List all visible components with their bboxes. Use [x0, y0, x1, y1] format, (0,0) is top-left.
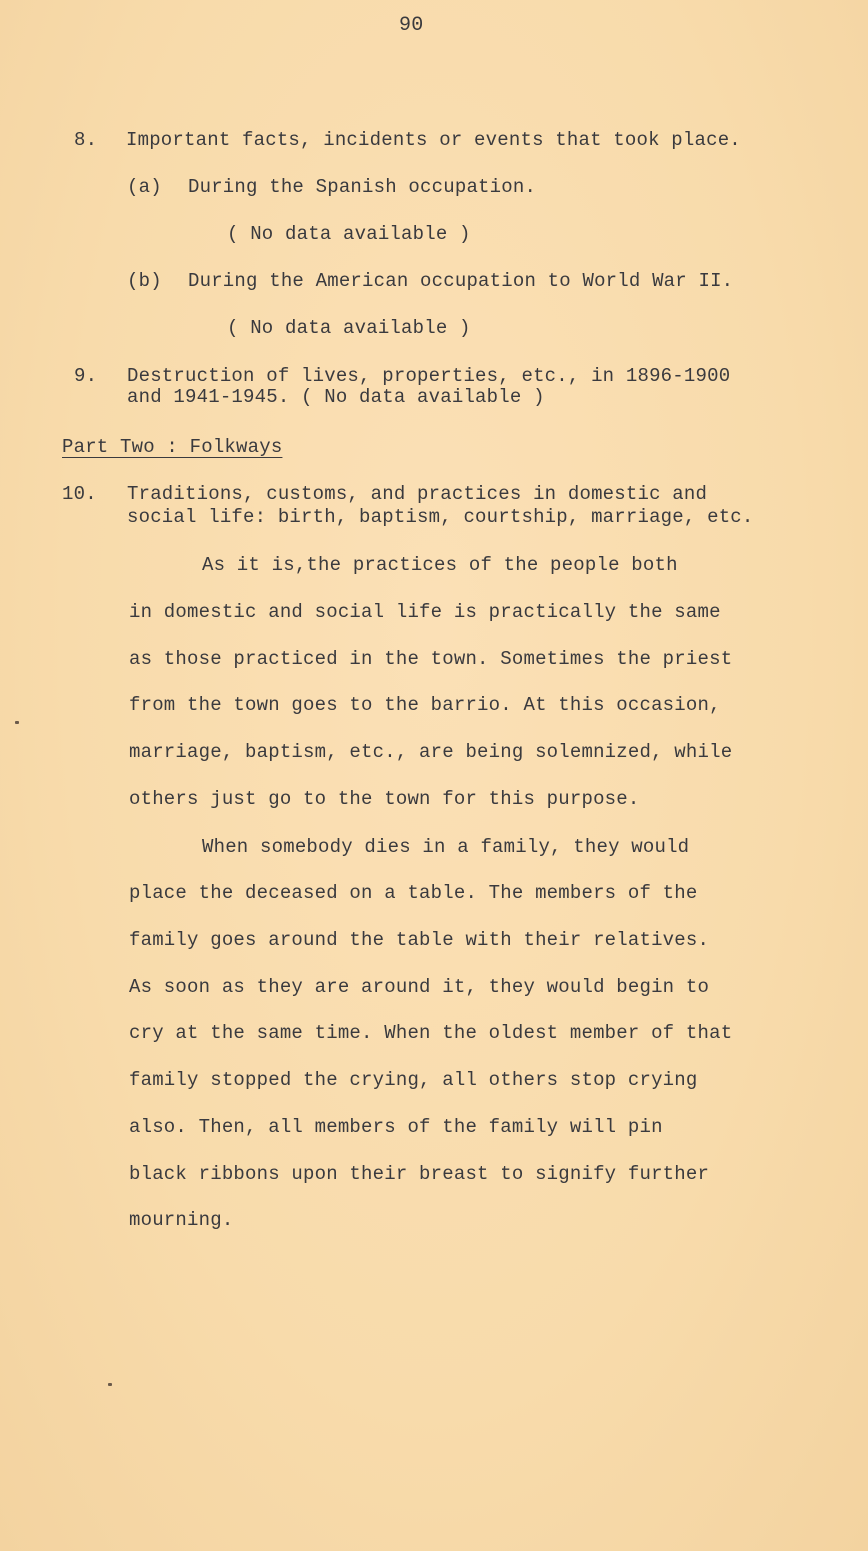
paragraph-2-line: family stopped the crying, all others stop crying: [129, 1069, 698, 1091]
item-8b-note: ( No data available ): [227, 317, 471, 339]
item-8-number: 8.: [74, 129, 98, 151]
paragraph-1-line: As it is,the practices of the people both: [202, 554, 678, 576]
item-8a-note: ( No data available ): [227, 223, 471, 245]
bleed-through-texture: [135, 80, 815, 126]
paragraph-2-line: also. Then, all members of the family will pin: [129, 1116, 663, 1138]
paragraph-2-line: place the deceased on a table. The members of the: [129, 882, 698, 904]
item-9-line1: Destruction of lives, properties, etc., in 1896-1900: [127, 365, 731, 387]
paragraph-2-line: As soon as they are around it, they would begin to: [129, 976, 710, 998]
item-9-line2: and 1941-1945. ( No data available ): [127, 386, 545, 408]
paragraph-1-line: from the town goes to the barrio. At this occasion,: [129, 694, 721, 716]
page-number: 90: [399, 14, 424, 37]
paper-speck: [108, 1383, 112, 1386]
paragraph-1-line: others just go to the town for this purpose.: [129, 788, 640, 810]
paragraph-2-line: black ribbons upon their breast to signify further: [129, 1163, 710, 1185]
item-8b-label: (b): [127, 270, 162, 292]
item-10-line1: Traditions, customs, and practices in domestic and: [127, 483, 708, 505]
paragraph-1-line: in domestic and social life is practically the same: [129, 601, 721, 623]
paragraph-2-line: cry at the same time. When the oldest member of that: [129, 1022, 733, 1044]
paper-speck: [15, 721, 19, 724]
paragraph-1-line: as those practiced in the town. Sometimes the priest: [129, 648, 733, 670]
item-8-heading: Important facts, incidents or events that took place.: [126, 129, 741, 151]
part-two-heading: Part Two : Folkways: [62, 436, 283, 458]
paragraph-2-line: family goes around the table with their relatives.: [129, 929, 710, 951]
paragraph-2-line: When somebody dies in a family, they would: [202, 836, 690, 858]
paragraph-1-line: marriage, baptism, etc., are being solemnized, while: [129, 741, 733, 763]
item-9-number: 9.: [74, 365, 98, 387]
item-8a-text: During the Spanish occupation.: [188, 176, 537, 198]
item-8a-label: (a): [127, 176, 162, 198]
item-8b-text: During the American occupation to World War II.: [188, 270, 734, 292]
item-10-number: 10.: [62, 483, 97, 505]
paragraph-2-line: mourning.: [129, 1209, 234, 1231]
item-10-line2: social life: birth, baptism, courtship, marriage, etc.: [127, 506, 754, 528]
